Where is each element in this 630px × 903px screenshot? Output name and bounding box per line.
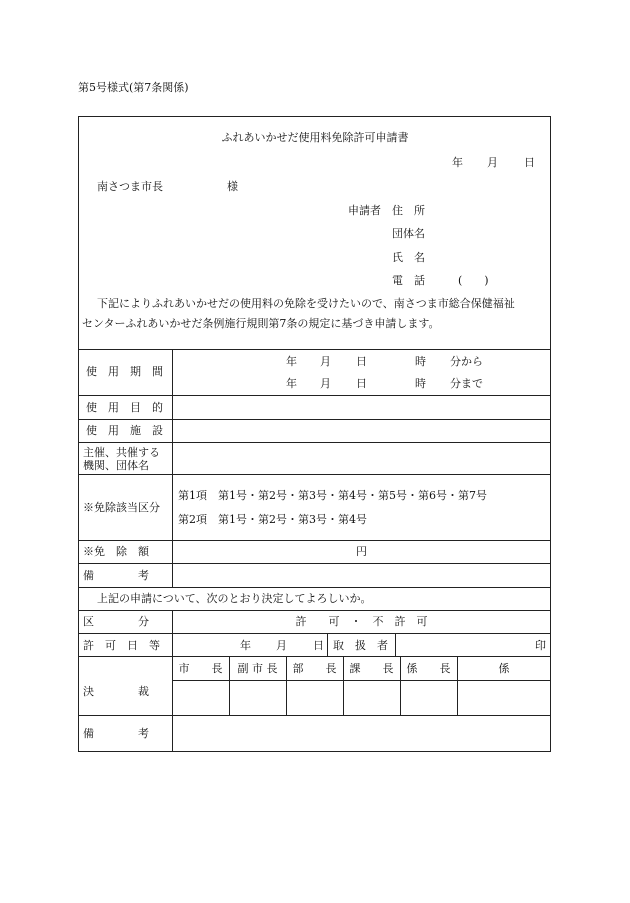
rule-amount-end	[78, 563, 551, 564]
addressee: 南さつま市長	[97, 180, 163, 193]
approver-staff: 係	[498, 662, 510, 675]
rule-exemption-end	[78, 540, 551, 541]
date-year-label: 年	[452, 156, 463, 169]
period-label: 使 用 期 間	[86, 365, 163, 378]
category-label: 区 分	[83, 615, 149, 628]
permit-year-label: 年	[240, 639, 251, 652]
amount-unit: 円	[356, 545, 367, 558]
period-to-suffix: 分まで	[450, 377, 483, 390]
exemption-label: ※免除該当区分	[83, 501, 160, 514]
rule-header-end	[78, 349, 551, 350]
decision-note: 上記の申請について、次のとおり決定してよろしいか。	[97, 592, 372, 605]
handler-label: 取 扱 者	[333, 639, 388, 652]
rule-organizer-end	[78, 474, 551, 475]
period-from-month: 月	[320, 355, 331, 368]
period-from-suffix: 分から	[450, 355, 483, 368]
period-from-day: 日	[356, 355, 367, 368]
organizer-label-line2: 機関、団体名	[83, 459, 149, 472]
rule-purpose-end	[78, 419, 551, 420]
rule-note-end	[78, 610, 551, 611]
applicant-name-label: 氏 名	[392, 251, 425, 264]
rule-handler-right	[395, 633, 396, 656]
rule-period-end	[78, 395, 551, 396]
period-to-month: 月	[320, 377, 331, 390]
rule-permit-date-end	[78, 656, 551, 657]
period-from-hour: 時	[415, 355, 426, 368]
approver-department-head: 部 長	[292, 662, 337, 675]
body-text-line1: 下記によりふれあいかせだの使用料の免除を受けたいので、南さつま市総合保健福祉	[97, 297, 515, 310]
permit-day-label: 日	[313, 639, 324, 652]
period-to-hour: 時	[415, 377, 426, 390]
remarks-label: 備 考	[83, 569, 149, 582]
purpose-label: 使 用 目 的	[86, 401, 163, 414]
permit-month-label: 月	[276, 639, 287, 652]
form-number: 第5号様式(第7条関係)	[78, 81, 189, 94]
exemption-item-2: 第2項 第1号・第2号・第3号・第4号	[178, 513, 367, 526]
approver-deputy-mayor: 副 市 長	[237, 662, 278, 675]
amount-label: ※免 除 額	[83, 545, 149, 558]
organizer-label-line1: 主催、共催する	[83, 446, 160, 459]
applicant-label: 申請者	[348, 204, 381, 217]
rule-category-end	[78, 633, 551, 634]
approver-section-head: 課 長	[349, 662, 394, 675]
period-from-year: 年	[286, 355, 297, 368]
address-label: 住 所	[392, 204, 425, 217]
approver-unit-chief: 係 長	[406, 662, 451, 675]
rule-remarks-end	[78, 587, 551, 588]
period-to-year: 年	[286, 377, 297, 390]
body-text-line2: センターふれあいかせだ条例施行規則第7条の規定に基づき申請します。	[82, 317, 440, 330]
phone-paren: ( )	[458, 274, 489, 287]
exemption-item-1: 第1項 第1号・第2号・第3号・第4号・第5号・第6号・第7号	[178, 489, 487, 502]
date-day-label: 日	[524, 156, 535, 169]
decision-remarks-label: 備 考	[83, 727, 149, 740]
date-month-label: 月	[487, 156, 498, 169]
form-title: ふれあいかせだ使用料免除許可申請書	[221, 131, 409, 144]
group-name-label: 団体名	[392, 227, 425, 240]
rule-label-column-lower	[172, 610, 173, 752]
rule-handler-left	[327, 633, 328, 656]
rule-label-column	[172, 349, 173, 587]
approver-mayor: 市 長	[178, 662, 223, 675]
permit-date-label: 許 可 日 等	[83, 639, 160, 652]
rule-facility-end	[78, 442, 551, 443]
approval-label: 決 裁	[83, 685, 149, 698]
rule-approval-end	[78, 715, 551, 716]
seal-mark: 印	[535, 639, 546, 652]
category-value: 許 可 ・ 不 許 可	[295, 615, 428, 628]
phone-label: 電 話	[392, 274, 425, 287]
honorific: 様	[227, 180, 238, 193]
facility-label: 使 用 施 設	[86, 424, 163, 437]
period-to-day: 日	[356, 377, 367, 390]
